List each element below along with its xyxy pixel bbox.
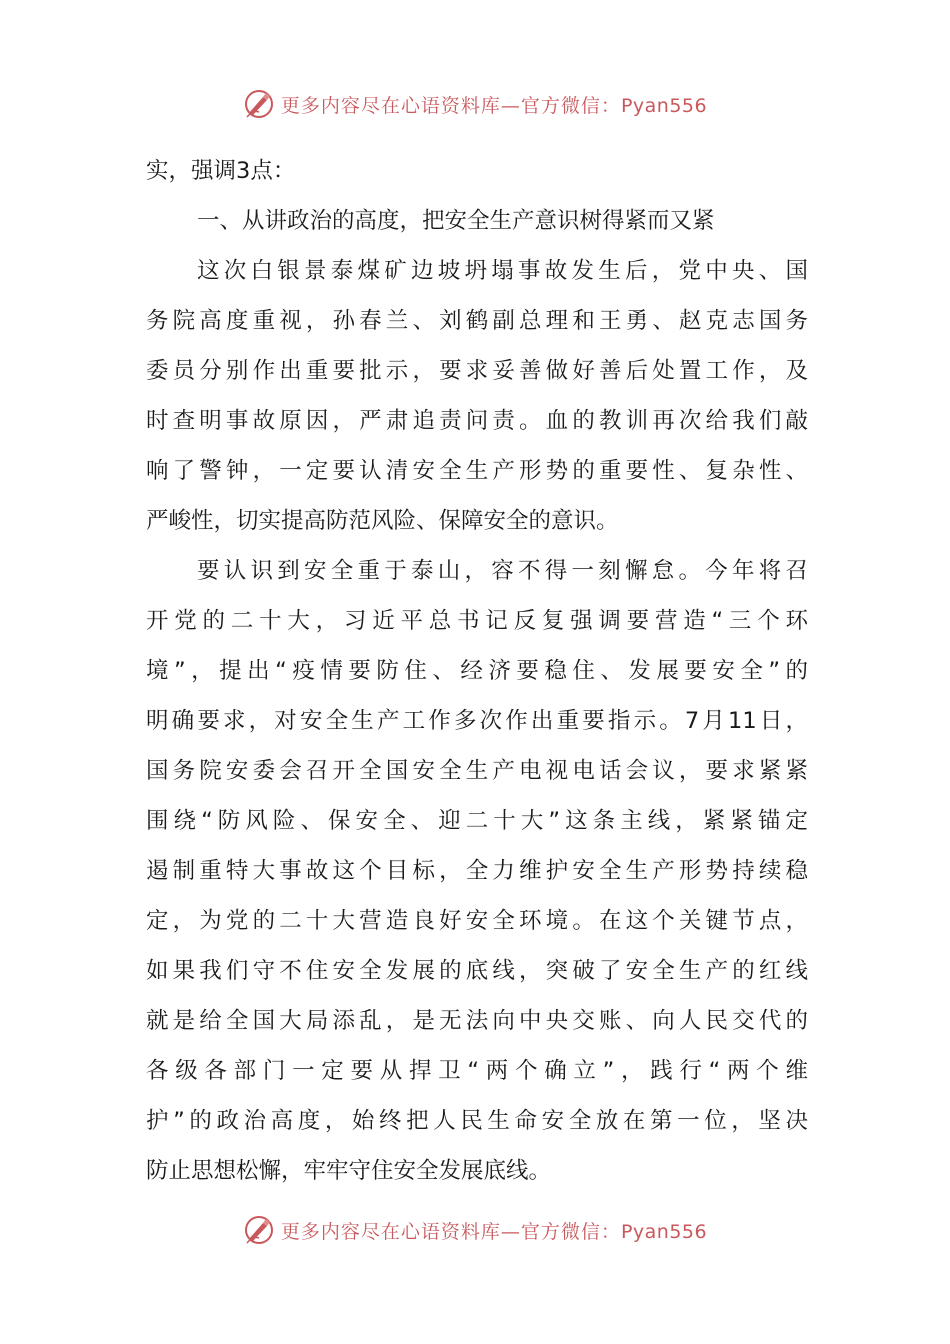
paragraph-line: 各级各部门一定要从捍卫“两个确立”，践行“两个维 [146,1058,808,1084]
document-body [146,146,808,1196]
section-heading: 一、从讲政治的高度，把安全生产意识树得紧而又紧 [197,208,715,234]
paragraph-line: 就是给全国大局添乱，是无法向中央交账、向人民交代的 [146,1008,808,1034]
paragraph-line: 围绕“防风险、保安全、迎二十大”这条主线，紧紧锚定 [146,808,808,834]
paragraph-line: 实，强调3点： [146,158,296,184]
paragraph-line: 委员分别作出重要批示，要求妥善做好善后处置工作，及 [146,358,808,384]
paragraph-line: 响了警钟，一定要认清安全生产形势的重要性、复杂性、 [146,458,808,484]
paragraph-line: 国务院安委会召开全国安全生产电视电话会议，要求紧紧 [146,758,808,784]
paragraph-line: 遏制重特大事故这个目标，全力维护安全生产形势持续稳 [146,858,808,884]
paragraph-line: 护”的政治高度，始终把人民生命安全放在第一位，坚决 [146,1108,808,1134]
paragraph-line: 时查明事故原因，严肃追责问责。血的教训再次给我们敲 [146,408,808,434]
watermark-text: 更多内容尽在心语资料库—官方微信：Pyan556 [280,1220,708,1243]
paragraph-line: 开党的二十大，习近平总书记反复强调要营造“三个环 [146,608,808,634]
header-watermark-banner [0,82,950,126]
paragraph-line: 务院高度重视，孙春兰、刘鹤副总理和王勇、赵克志国务 [146,308,808,334]
paragraph-line: 明确要求，对安全生产工作多次作出重要指示。7月11日， [146,708,808,734]
paragraph-line: 要认识到安全重于泰山，容不得一刻懈怠。今年将召 [197,558,808,584]
paragraph-line: 境”，提出“疫情要防住、经济要稳住、发展要安全”的 [146,658,808,684]
paragraph-line: 严峻性，切实提高防范风险、保障安全的意识。 [146,508,619,534]
paragraph-line: 如果我们守不住安全发展的底线，突破了安全生产的红线 [146,958,808,984]
pen-logo-icon [243,1214,275,1246]
watermark-text: 更多内容尽在心语资料库—官方微信：Pyan556 [280,94,708,117]
paragraph-line: 防止思想松懈，牢牢守住安全发展底线。 [146,1158,552,1184]
paragraph-line: 这次白银景泰煤矿边坡坍塌事故发生后，党中央、国 [197,258,808,284]
pen-logo-icon [243,88,275,120]
paragraph-line: 定，为党的二十大营造良好安全环境。在这个关键节点， [146,908,808,934]
footer-watermark-banner [0,1208,950,1252]
